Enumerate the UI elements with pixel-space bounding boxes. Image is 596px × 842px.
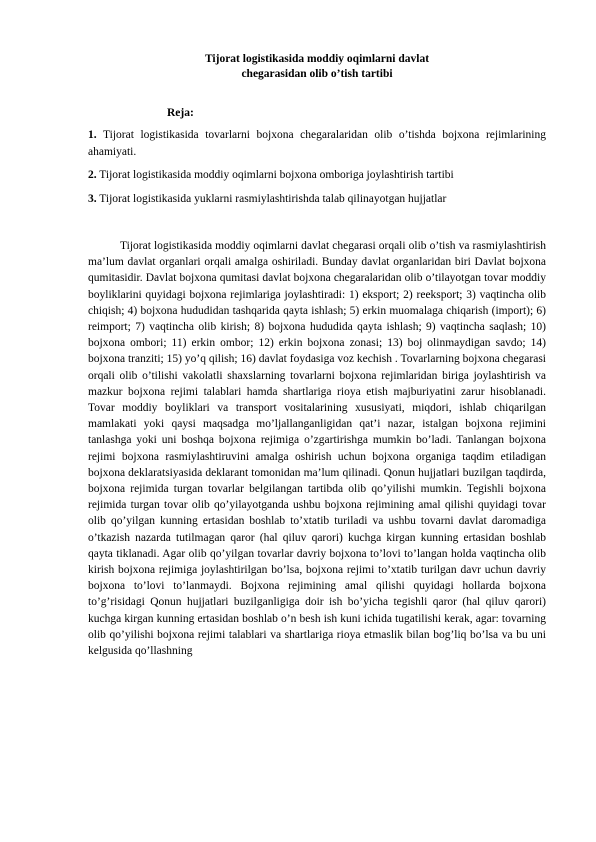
plan-item-number: 2. (88, 169, 97, 181)
plan-item (88, 191, 546, 208)
plan-item-text: Tijorat logistikasida moddiy oqimlarni bojxona omboriga joylashtirish tartibi (96, 169, 454, 181)
plan-heading: Reja: (167, 107, 194, 119)
plan-item-number: 1. (88, 129, 97, 141)
plan-item-text: Tijorat logistikasida tovarlarni bojxona chegaralaridan olib o’tishda bojxona rejimlarining ahamiyati. (88, 129, 546, 158)
plan-item-number: 3. (88, 192, 97, 205)
document-page (88, 52, 546, 659)
title-line-2: chegarasidan olib o’tish tartibi (241, 68, 393, 80)
plan-item-text: Tijorat logistikasida yuklarni rasmiylashtirishda talab qilinayotgan hujjatlar (96, 192, 447, 205)
plan-list (88, 127, 546, 207)
plan-item (88, 127, 546, 160)
title-line-1: Tijorat logistikasida moddiy oqimlarni davlat (204, 53, 430, 65)
body-paragraph: Tijorat logistikasida moddiy oqimlarni davlat chegarasi orqali olib o’tish va rasmiylashtirish ma’lum davlat organlari orqali amalga oshiriladi. Bunday davlat organlaridan biri Davlat bojxona qumitasidir. Davlat bojxona qumitasi davlat bojxona chegaralaridan olib o’tilayotgan tovar moddiy boyliklarini quyidagi bojxona rejimlariga joylashtiradi: 1) eksport; 2) reeksport; 3) vaqtincha olib chiqish; 4) bojxona hududidan tashqarida qayta ishlash; 5) erkin muomalaga chiqarish (import); 6) reimport; 7) vaqtincha olib kirish; 8) bojxona hududida qayta ishlash; 9) vaqtincha saqlash; 10) bojxona ombori; 11) erkin ombor; 12) erkin bojxona zonasi; 13) boj olinmaydigan savdo; 14) bojxona tranziti; 15) yo’q qilish; 16) davlat foydasiga voz kechish . Tovarlarning bojxona chegarasi orqali olib o’tilishi vakolatli shaxslarning tovarlarni bojxona rejimlaridan biriga joylashtirish va mazkur bojxona rejimi talablari hamda shartlariga rioya etish majburiyatini zarur hisoblanadi. Tovar moddiy boyliklari va transport vositalarining xususiyati, miqdori, ishlab chiqarilgan mamlakati yoki qaysi maqsadga mo’ljallanganligidan qat’i nazar, istalgan bojxona rejimini tanlashga yoki uni boshqa bojxona rejimiga o’zgartirishga mumkin bo’ladi. Tanlangan bojxona rejimi bojxona rasmiylashtiruvini amalga oshirish uchun bojxona organiga taqdim etiladigan bojxona deklaratsiyasida deklarant tomonidan ma’lum qilinadi. Qonun hujjatlari buzilgan taqdirda, bojxona rejimida turgan tovarlar belgilangan tartibda olib qo’yilishi mumkin. Tegishli bojxona rejimida turgan tovar olib qo’yilayotganda ushbu bojxona rejimining amal qilishi quyidagi tovar olib qo’yilgan kunning ertasidan boshlab to’xtatib turiladi va ushbu tovarni davlat daromadiga o’tkazish nazarda tutilmagan qaror (hal qiluv qarori) kuchga kirgan kunning ertasidan boshlab qayta tiklanadi. Agar olib qo’yilgan tovarlar davriy bojxona to’lovi to’langan holda vaqtincha olib kirish bojxona rejimiga joylashtirilgan bo’lsa, bojxona rejimi to’xtatib turilgan davr uchun davriy bojxona to’lovi to’lanmaydi. Bojxona rejimining amal qilishi quyidagi hollarda bojxona to’g’risidagi Qonun hujjatlari buzilganligiga doir ish bo’yicha tegishli qaror (hal qiluv qarori) kuchga kirgan kunning ertasidan boshlab o’n besh ish kuni ichida tugatilishi kerak, agar: tovarning olib qo’yilishi bojxona rejimi talablari va shartlariga rioya etmaslik bilan bog’liq bo’lsa va bu uni kelgusida qo’llashning (88, 240, 546, 658)
plan-item (88, 167, 546, 184)
document-title (88, 52, 546, 82)
